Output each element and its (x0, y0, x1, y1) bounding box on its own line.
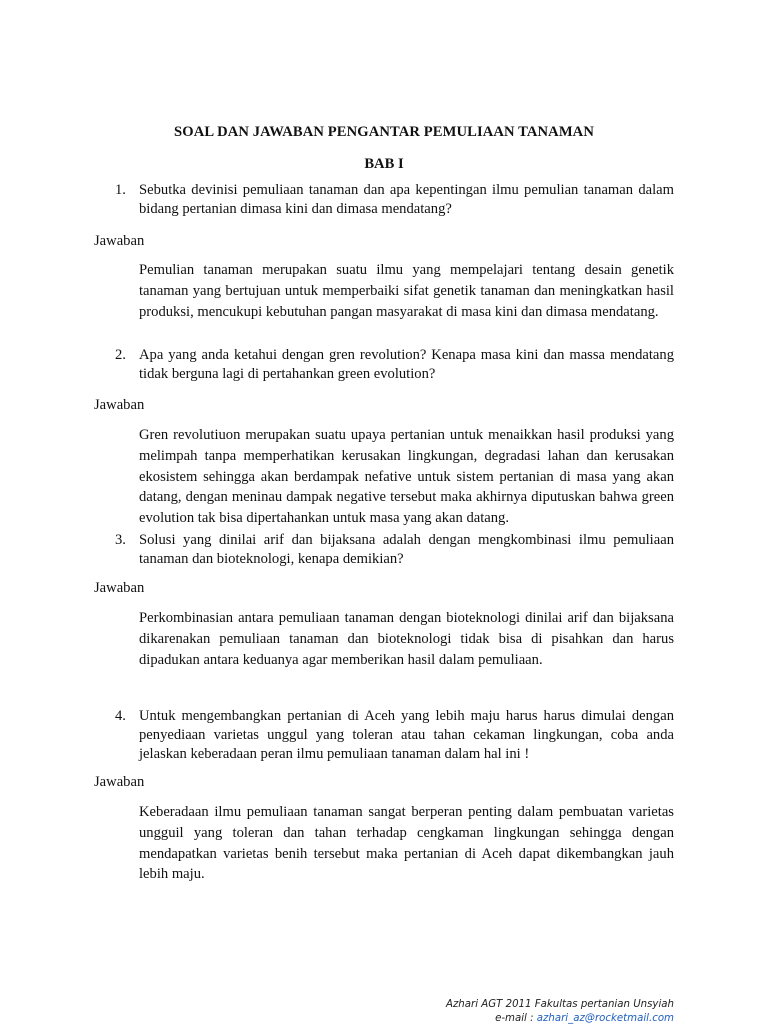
answer-4: Keberadaan ilmu pemuliaan tanaman sangat berperan penting dalam pembuatan varietas ungguil yang toleran dan tahan terhadap cengkaman lingkungan sehingga dengan mendapatkan varietas benih tersebut maka pertanian di Aceh dapat dikembangkan jauh lebih maju. (139, 804, 674, 883)
answer-1: Pemulian tanaman merupakan suatu ilmu yang mempelajari tentang desain genetik tanaman yang bertujuan untuk memperbaiki sifat genetik tanaman dan meningkatkan hasil produksi, mencukupi kebutuhan pangan masyarakat di masa kini dan dimasa mendatang. (139, 262, 674, 320)
answer-label-2: Jawaban (94, 397, 145, 413)
footer-email-link[interactable]: azhari_az@rocketmail.com (536, 1013, 674, 1024)
answer-label-3: Jawaban (94, 580, 145, 596)
question-4 (115, 707, 674, 763)
question-3 (115, 531, 674, 569)
question-text: Untuk mengembangkan pertanian di Aceh yang lebih maju harus harus dimulai dengan penyediaan varietas unggul yang toleran atau tahan cekaman lingkungan, coba anda jelaskan keberadaan peran ilmu pemuliaan tanaman dalam hal ini ! (139, 708, 674, 762)
question-number: 2. (115, 347, 126, 363)
document-title: SOAL DAN JAWABAN PENGANTAR PEMULIAAN TANAMAN (174, 124, 594, 140)
answer-label-4: Jawaban (94, 774, 145, 790)
chapter-heading: BAB I (364, 156, 404, 172)
page-footer (274, 998, 674, 1026)
question-text: Sebutka devinisi pemuliaan tanaman dan apa kepentingan ilmu pemulian tanaman dalam bidang pertanian dimasa kini dan dimasa mendatang? (139, 182, 674, 217)
question-1 (115, 181, 674, 219)
answer-2: Gren revolutiuon merupakan suatu upaya pertanian untuk menaikkan hasil produksi yang melimpah tanpa memperhatikan kerusakan lingkungan, degradasi lahan dan kerusakan ekosistem sehingga akan berdampak nefative untuk sistem pertanian di masa yang akan datang, dengan meninau dampak negative tersebut maka akhirnya diputuskan bahwa green evolution tak bisa dipertahankan untuk masa yang akan datang. (139, 427, 674, 527)
answer-3: Perkombinasian antara pemuliaan tanaman dengan bioteknologi dinilai arif dan bijaksana dikarenakan pemuliaan tanaman dan bioteknologi tidak bisa di pisahkan dan harus dipadukan antara keduanya agar memberikan hasil dalam pemuliaan. (139, 610, 674, 668)
question-text: Apa yang anda ketahui dengan gren revolution? Kenapa masa kini dan massa mendatang tidak berguna lagi di pertahankan green evolution? (139, 347, 674, 382)
question-text: Solusi yang dinilai arif dan bijaksana adalah dengan mengkombinasi ilmu pemuliaan tanaman dan bioteknologi, kenapa demikian? (139, 532, 674, 567)
footer-author-line: Azhari AGT 2011 Fakultas pertanian Unsyiah (445, 999, 674, 1010)
question-number: 3. (115, 532, 126, 548)
answer-label-1: Jawaban (94, 233, 145, 249)
footer-email-label: e-mail : (495, 1013, 537, 1024)
question-2 (115, 346, 674, 384)
question-number: 1. (115, 182, 126, 198)
question-number: 4. (115, 708, 126, 724)
